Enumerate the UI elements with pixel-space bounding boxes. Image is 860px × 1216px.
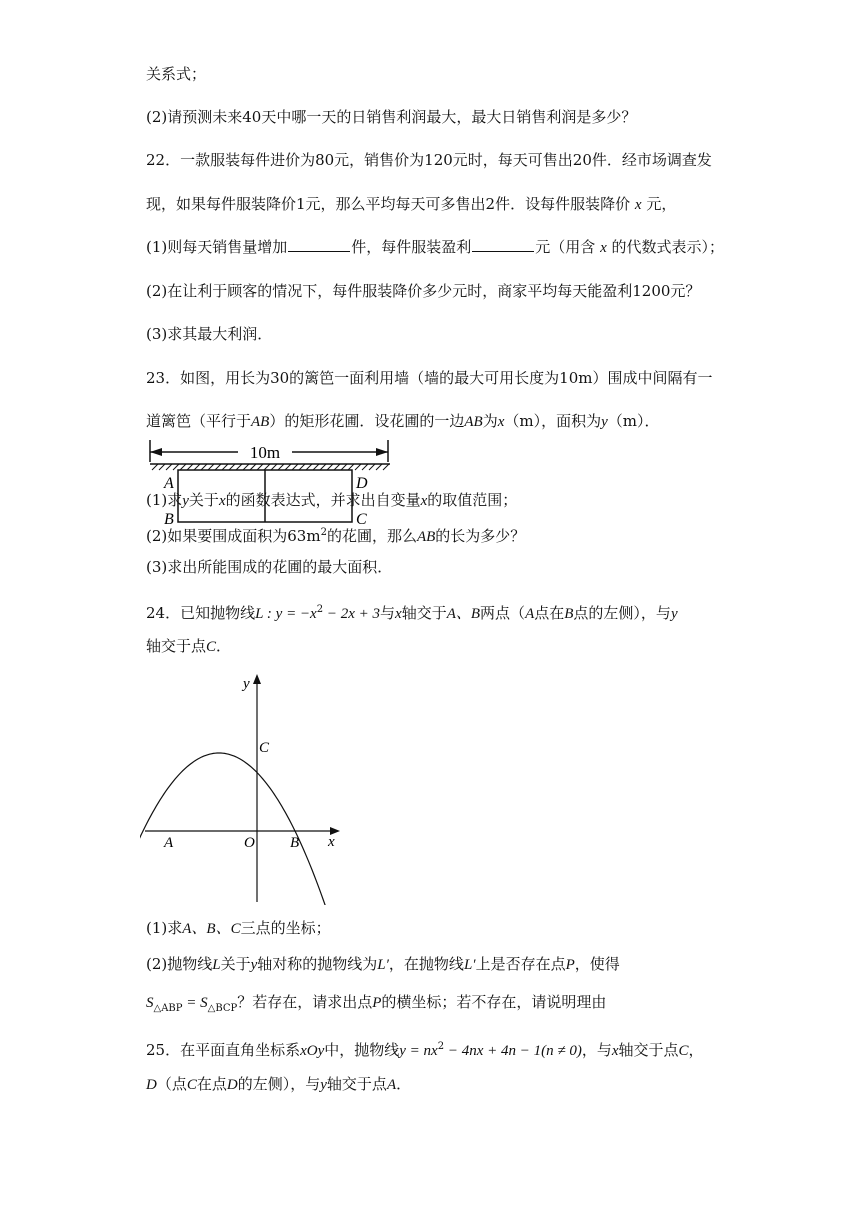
wall-hatch-mark [341,464,347,470]
wall-hatch-mark [152,464,158,470]
wall-hatch-mark [334,464,340,470]
wall-hatch-mark [222,464,228,470]
question-25: 25．在平面直角坐标系xOy中，抛物线$y = nx^2 - 4nx + 4n - 1(n \ne 0)$，与x轴交于点C， [146,1041,704,1059]
text-line: $S_{\triangle ABP} = S_{\triangle BCP}$？若存在，请求出点P的横坐标；若不存在，请说明理由 [146,993,607,1014]
wall-hatch-mark [383,464,389,470]
wall-hatch-mark [243,464,249,470]
text-line: (2)抛物线L关于y轴对称的抛物线为L′，在抛物线L′上是否存在点P，使得 [146,955,620,973]
wall-hatch-mark [285,464,291,470]
point-label-c: C [259,740,270,756]
text-line: 现，如果每件服装降价1元，那么平均每天可多售出2件．设每件服装降价 x 元， [146,195,677,213]
text-line: (1)求y关于x的函数表达式，并求出自变量x的取值范围； [146,491,518,509]
axis-x-label: x [328,834,335,850]
wall-hatch-mark [362,464,368,470]
text-line: (2)如果要围成面积为$63m^2$的花圃，那么AB的长为多少？ [146,527,526,545]
wall-length-label: 10m [249,443,281,462]
wall-hatch-mark [229,464,235,470]
parabola-figure [140,670,350,905]
point-label-b: B [164,511,174,528]
wall-hatch-mark [313,464,319,470]
question-22: 22．一款服装每件进价为80元，销售价为120元时，每天可售出20件．经市场调查发 [146,151,712,169]
text-line: (3)求出所能围成的花圃的最大面积． [146,558,393,576]
wall-hatch-mark [355,464,361,470]
wall-hatch-mark [173,464,179,470]
wall-hatch-mark [257,464,263,470]
text-line: 道篱笆（平行于AB）的矩形花圃．设花圃的一边AB为x（m），面积为y（m）． [146,412,660,430]
point-label-o: O [244,835,255,851]
text-line: D（点C在点D的左侧），与y轴交于点A． [146,1075,412,1093]
axis-y-label: y [243,676,250,692]
wall-hatch-mark [292,464,298,470]
wall-hatch-mark [194,464,200,470]
question-23: 23．如图，用长为30的篱笆一面利用墙（墙的最大可用长度为10m）围成中间隔有一 [146,369,713,387]
wall-hatch-mark [208,464,214,470]
wall-hatch-mark [236,464,242,470]
wall-hatch-mark [376,464,382,470]
question-24: 24．已知抛物线L : $y = -x^2 - 2x + 3$与x轴交于A、B两点（A点在B点的左侧），与y [146,604,678,622]
point-label-a: A [164,475,174,492]
wall-hatch-mark [159,464,165,470]
wall-hatch-mark [264,464,270,470]
text-line: (2)请预测未来40天中哪一天的日销售利润最大，最大日销售利润是多少？ [146,108,637,126]
point-label-a: A [164,835,174,851]
wall-hatch-mark [201,464,207,470]
text-line: (2)在让利于顾客的情况下，每件服装降价多少元时，商家平均每天能盈利1200元？ [146,282,701,300]
point-label-d: D [356,475,368,492]
text-line: (3)求其最大利润． [146,325,273,343]
point-label-b: B [290,835,300,851]
wall-hatch-mark [180,464,186,470]
wall-hatch-mark [250,464,256,470]
answer-blank[interactable] [288,237,350,252]
wall-hatch-mark [166,464,172,470]
wall-hatch-mark [348,464,354,470]
text-line: (1)则每天销售量增加 件，每件服装盈利 元（用含 x 的代数式表示）； [146,238,725,256]
wall-hatch-mark [187,464,193,470]
text-line: (1)求A、B、C三点的坐标； [146,919,331,937]
wall-hatch-mark [271,464,277,470]
wall-hatch-mark [299,464,305,470]
wall-hatch-mark [369,464,375,470]
wall-hatch-mark [327,464,333,470]
wall-hatch-mark [306,464,312,470]
wall-hatch-mark [215,464,221,470]
text-line: 关系式； [146,65,207,83]
point-label-c: C [356,511,367,528]
wall-hatch-mark [278,464,284,470]
wall-hatch-mark [320,464,326,470]
parabola-curve [140,753,327,905]
text-line: 轴交于点C． [146,637,232,655]
answer-blank[interactable] [472,237,534,252]
